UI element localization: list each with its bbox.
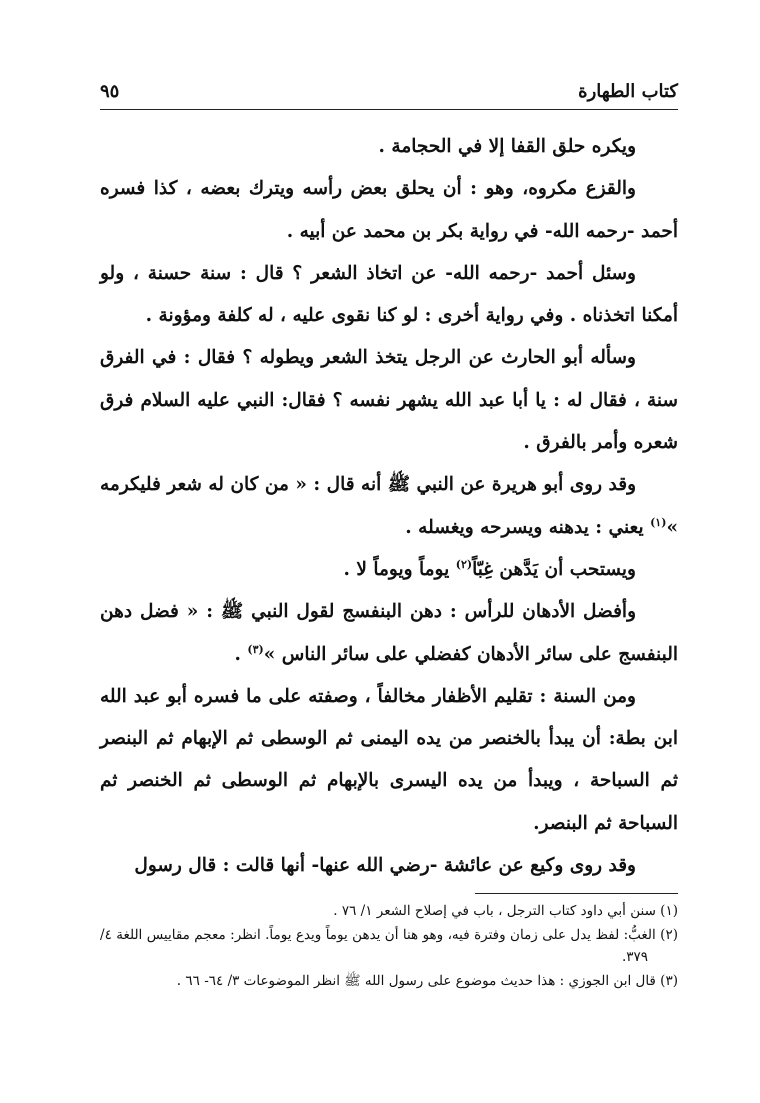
paragraph: والقزع مكروه، وهو : أن يحلق بعض رأسه ويترك بعضه ، كذا فسره أحمد -رحمه الله- في رواية بكر بن محمد عن أبيه . bbox=[100, 178, 678, 242]
paragraph bbox=[100, 549, 678, 591]
paragraph bbox=[100, 591, 678, 676]
chapter-title: كتاب الطهارة bbox=[578, 80, 678, 102]
paragraph: وسئل أحمد -رحمه الله- عن اتخاذ الشعر ؟ قال : سنة حسنة ، ولو أمكنا اتخذناه . وفي رواية أخرى : لو كنا نقوى عليه ، له كلفة ومؤونة . bbox=[100, 262, 678, 327]
footnote-marker[interactable]: (٢) bbox=[455, 557, 473, 571]
paragraph bbox=[100, 464, 678, 549]
paragraph: ومن السنة : تقليم الأظفار مخالفاً ، وصفته على ما فسره أبو عبد الله ابن بطة: أن يبدأ بالخنصر من يده اليمنى ثم الوسطى ثم الإبهام ثم البنصر ثم السباحة ، ويبدأ من يده اليسرى بالإبهام ثم الوسطى ثم الخنصر ثم السباحة ثم البنصر. bbox=[100, 685, 678, 834]
paragraph-text: يعني : يدهنه ويسرحه ويغسله . bbox=[405, 516, 651, 538]
footnote-divider bbox=[475, 893, 678, 894]
running-header bbox=[100, 78, 678, 104]
paragraph-text: ويستحب أن يَدَّهن غِبّاً bbox=[472, 558, 636, 580]
paragraph-text: وأفضل الأدهان للرأس : دهن البنفسج لقول النبي ﷺ : « فضل دهن البنفسج على سائر الأدهان كفضلي على سائر الناس » bbox=[100, 601, 678, 665]
paragraph: وقد روى وكيع عن عائشة -رضي الله عنها- أنها قالت : قال رسول bbox=[134, 855, 636, 877]
paragraph-text: . bbox=[234, 643, 248, 665]
paragraph-text: وقد روى أبو هريرة عن النبي ﷺ أنه قال : « من كان له شعر فليكرمه » bbox=[100, 474, 678, 538]
main-text bbox=[100, 126, 678, 887]
footnote-marker[interactable]: (١) bbox=[650, 515, 667, 529]
footnote: (٢) الغبُّ: لفظ يدل على زمان وفترة فيه، وهو هنا أن يدهن يوماً ويدع يوماً. انظر: معجم مقاييس اللغة ٤/ ٣٧٩. bbox=[100, 926, 678, 965]
paragraph-text: يوماً ويوماً لا . bbox=[343, 558, 456, 580]
footnote: (٣) قال ابن الجوزي : هذا حديث موضوع على رسول الله ﷺ انظر الموضوعات ٣/ ٦٤- ٦٦ . bbox=[176, 972, 678, 989]
paragraph: وسأله أبو الحارث عن الرجل يتخذ الشعر ويطوله ؟ فقال : في الفرق سنة ، فقال له : يا أبا عبد الله يشهر نفسه ؟ فقال: النبي عليه السلام فرق شعره وأمر بالفرق . bbox=[100, 347, 678, 454]
header-divider bbox=[100, 109, 678, 110]
page-number: ٩٥ bbox=[100, 80, 120, 102]
paragraph: ويكره حلق القفا إلا في الحجامة . bbox=[378, 136, 636, 157]
footnote: (١) سنن أبي داود كتاب الترجل ، باب في إصلاح الشعر ١/ ٧٦ . bbox=[333, 903, 678, 919]
footnote-marker[interactable]: (٣) bbox=[247, 642, 264, 656]
footnotes bbox=[100, 900, 678, 993]
